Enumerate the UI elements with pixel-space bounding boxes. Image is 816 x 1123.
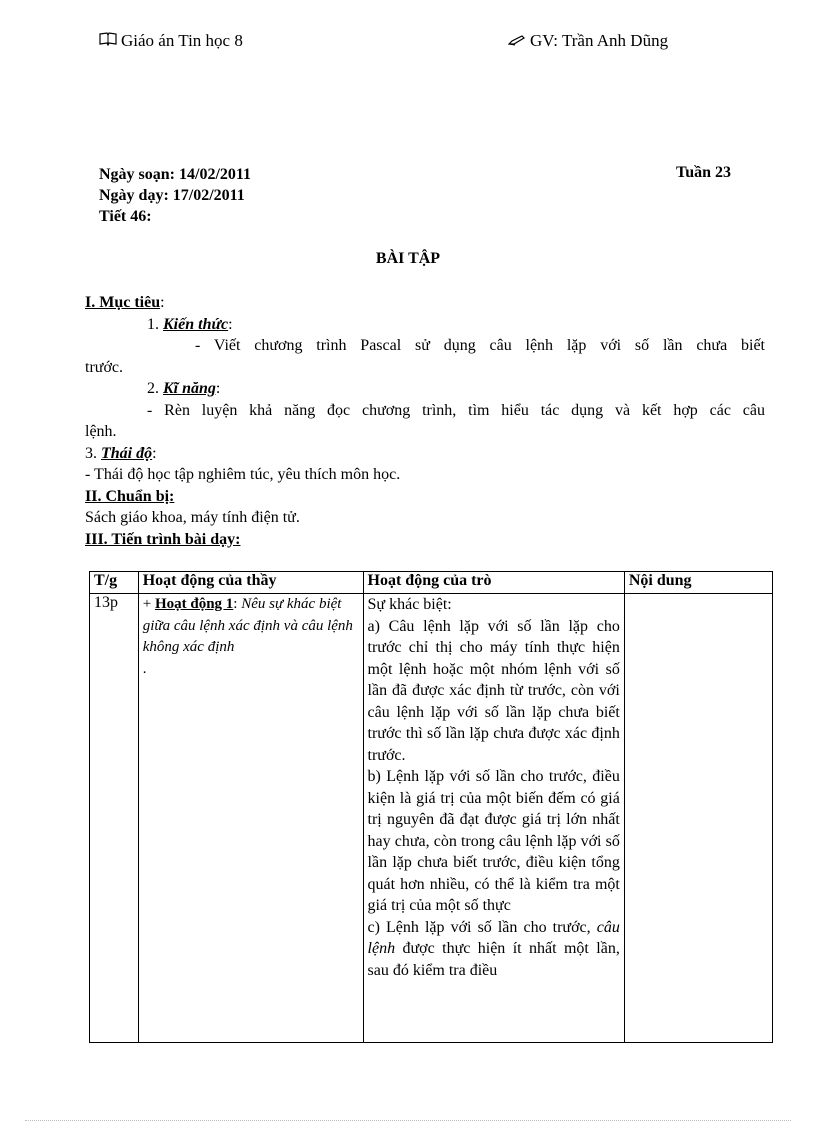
knowledge-line-2: trước. — [85, 358, 124, 376]
student-point-c: c) Lệnh lặp với số lần cho trước, câu lệnh được thực hiện ít nhất một lần, sau đó kiểm tra điều — [367, 918, 620, 979]
page-header-right — [508, 31, 668, 51]
row-time: 13p — [90, 594, 139, 1043]
header-teacher-activity: Hoạt động của thầy — [138, 572, 363, 594]
page-header-left — [99, 31, 243, 51]
skill-line-1: - Rèn luyện khả năng đọc chương trình, tìm hiểu tác dụng và kết hợp các câu — [147, 401, 765, 419]
header-student-activity: Hoạt động của trò — [363, 572, 624, 594]
preparation-text: Sách giáo khoa, máy tính điện tử. — [85, 509, 300, 526]
knowledge-line-1: - Viết chương trình Pascal sử dụng câu lệnh lặp với số lần chưa biết — [195, 337, 765, 354]
lesson-body: I. Mục tiêu: 1. Kiến thức: - Viết chương trình Pascal sử dụng câu lệnh lặp với số lần chưa biết trước. 2. Kĩ năng: - Rèn luyện khả năng đọc chương trình, tìm hiểu tác dụng và kết hợp các câu lệnh. 3. Thái độ: - Thái độ học tập nghiêm túc, yêu thích môn học. II. Chuẩn bị: Sách giáo khoa, máy tính điện tử. III. Tiến trình bài dạy: — [85, 294, 765, 548]
attitude-label: Thái độ — [101, 444, 153, 462]
lesson-meta — [99, 164, 251, 227]
skill-line-2: lệnh. — [85, 423, 117, 440]
row-content — [624, 594, 772, 1043]
lesson-title: BÀI TẬP — [375, 250, 441, 267]
activity-label: Hoạt động 1 — [154, 596, 234, 612]
activity-description: Nêu sự khác biệt giữa câu lệnh xác định và câu lệnh không xác định — [142, 596, 353, 655]
page-bottom-divider — [25, 1120, 791, 1121]
section-preparation-heading: II. Chuẩn bị: — [85, 487, 175, 505]
prep-date: Ngày soạn: 14/02/2011 — [99, 166, 252, 183]
pen-icon — [508, 34, 530, 51]
attitude-line: - Thái độ học tập nghiêm túc, yêu thích môn học. — [85, 466, 401, 483]
header-time: T/g — [90, 572, 139, 594]
student-point-a: a) Câu lệnh lặp với số lần lặp cho trước chỉ thị cho máy tính thực hiện một lệnh hoặc một nhóm lệnh với số lần đã được xác định từ trước, còn với câu lệnh lặp với số lần lặp chưa biết trước thì số lần lặp chưa được xác định trước. — [367, 617, 620, 764]
skill-label: Kĩ năng — [163, 380, 216, 397]
row-teacher-activity: + Hoạt động 1: Nêu sự khác biệt giữa câu lệnh xác định và câu lệnh không xác định . — [138, 594, 363, 1043]
teach-date: Ngày dạy: 17/02/2011 — [99, 187, 245, 204]
week-number: Tuần 23 — [676, 164, 731, 181]
table-header-row — [90, 572, 773, 594]
table-row — [90, 594, 773, 1043]
section-procedure-heading: III. Tiến trình bài dạy: — [85, 530, 241, 548]
knowledge-label: Kiến thức — [163, 315, 229, 333]
row-student-activity — [363, 594, 624, 1043]
header-content: Nội dung — [624, 572, 772, 594]
period-number: Tiết 46: — [99, 208, 152, 225]
student-point-b: b) Lệnh lặp với số lần cho trước, điều kiện là giá trị của một biến đếm có giá trị nguyên đã đạt được giá trị lớn nhất hay chưa, còn trong câu lệnh lặp với số lần lặp chưa biết trước, điều kiện tổng quát hơn nhiều, có thể là kiểm tra một giá trị của một số thực — [367, 768, 620, 914]
lesson-plan-table — [89, 571, 773, 1043]
header-course-title: Giáo án Tin học 8 — [121, 31, 243, 50]
section-objectives-heading: I. Mục tiêu — [85, 294, 161, 311]
open-book-icon — [99, 32, 121, 51]
student-intro: Sự khác biệt: — [367, 596, 452, 613]
header-teacher-name: GV: Trần Anh Dũng — [530, 31, 669, 50]
